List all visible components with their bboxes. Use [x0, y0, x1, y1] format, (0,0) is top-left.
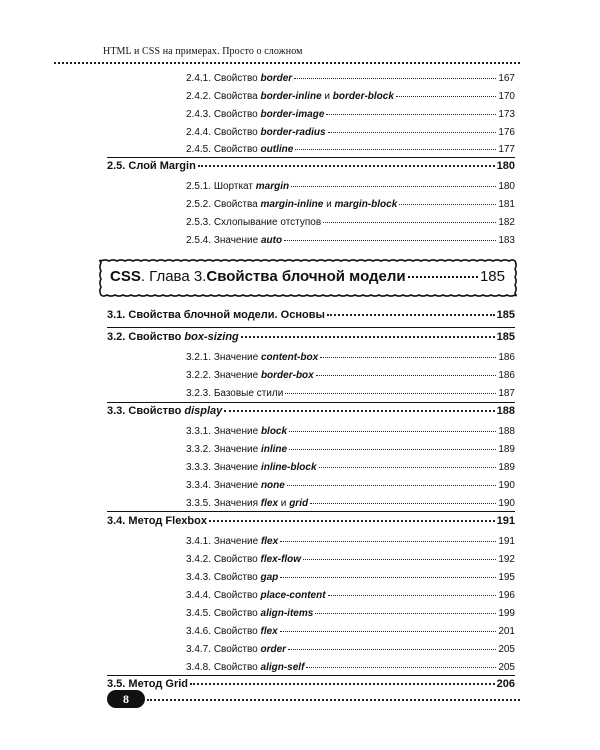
toc-entry-connector: и [278, 498, 290, 509]
dot-leader [241, 336, 495, 338]
toc-entry-page: 196 [498, 590, 515, 601]
toc-entry-title [186, 388, 283, 399]
section-divider [107, 511, 515, 512]
footer-divider [147, 699, 520, 701]
toc-entry-text: Свойства [213, 199, 261, 210]
toc-entry-title [107, 160, 196, 172]
toc-entry-title [107, 405, 222, 417]
toc-section-entry[interactable] [107, 331, 515, 347]
toc-entry-number: 3.4.6. [186, 626, 212, 637]
toc-entry-page: 190 [498, 480, 515, 491]
dot-leader [284, 240, 496, 241]
toc-entry-title [186, 144, 293, 155]
toc-entry[interactable] [186, 426, 515, 440]
toc-entry-title [186, 462, 317, 473]
toc-entry[interactable] [186, 370, 515, 384]
toc-entry-number: 3.2.3. [186, 388, 212, 399]
toc-entry-page: 199 [498, 608, 515, 619]
toc-entry-page: 190 [498, 498, 515, 509]
toc-entry-text: Значение [213, 352, 261, 363]
dot-leader [291, 186, 496, 187]
toc-entry-number: 3.3. [107, 405, 126, 417]
toc-entry-code: flex-flow [260, 554, 302, 565]
toc-entry-text: Свойство [213, 644, 261, 655]
toc-entry-number: 3.2. [107, 331, 126, 343]
dot-leader [280, 541, 496, 542]
toc-entry-code: outline [260, 144, 294, 155]
toc-entry-connector: и [321, 91, 333, 102]
toc-entry-title [186, 235, 282, 246]
toc-entry-number: 3.1. [107, 309, 126, 321]
dot-leader [190, 683, 495, 685]
toc-entry-text: Значение [213, 444, 261, 455]
toc-section-entry[interactable] [107, 160, 515, 176]
toc-entry-code: gap [260, 572, 279, 583]
toc-entry-number: 2.4.3. [186, 109, 212, 120]
toc-entry-code: inline-block [260, 462, 317, 473]
section-divider [107, 327, 515, 328]
toc-entry-text: Слой Margin [128, 160, 196, 172]
toc-entry-code: none [260, 480, 285, 491]
dot-leader [306, 667, 496, 668]
toc-entry-number: 3.4.1. [186, 536, 212, 547]
toc-entry-code: content-box [260, 352, 319, 363]
toc-entry-title [107, 309, 325, 321]
toc-entry[interactable] [186, 444, 515, 458]
toc-entry-number: 2.4.4. [186, 127, 212, 138]
toc-entry-text: Свойство [128, 331, 185, 343]
toc-section-entry[interactable] [107, 678, 515, 694]
toc-entry[interactable] [186, 572, 515, 586]
toc-entry[interactable] [186, 554, 515, 568]
toc-entry-number: 2.5.3. [186, 217, 212, 228]
toc-entry-code: display [184, 405, 223, 417]
toc-entry-page: 187 [498, 388, 515, 399]
toc-entry[interactable] [186, 498, 515, 512]
toc-entry[interactable] [186, 181, 515, 195]
toc-entry-code: border-block [332, 91, 394, 102]
toc-entry-number: 3.4.4. [186, 590, 212, 601]
toc-entry-number: 2.4.1. [186, 73, 212, 84]
toc-entry-page: 173 [498, 109, 515, 120]
toc-entry-page: 206 [496, 678, 515, 690]
header-divider [54, 62, 520, 64]
toc-entry-text: Свойство [213, 554, 261, 565]
toc-entry[interactable] [186, 217, 515, 231]
toc-entry-number: 2.4.2. [186, 91, 212, 102]
toc-entry-title [186, 626, 278, 637]
toc-entry-title [186, 536, 278, 547]
toc-entry[interactable] [186, 644, 515, 658]
toc-entry-title [186, 370, 314, 381]
toc-entry-number: 3.4.7. [186, 644, 212, 655]
toc-entry[interactable] [186, 235, 515, 249]
toc-entry-number: 2.5.1. [186, 181, 212, 192]
dot-leader [280, 577, 496, 578]
toc-entry-text: Значение [213, 536, 261, 547]
dot-leader [315, 613, 496, 614]
toc-entry-title [107, 331, 239, 343]
toc-entry-title [186, 608, 313, 619]
toc-entry-text: Свойство [213, 662, 261, 673]
dot-leader [326, 114, 496, 115]
toc-entry-title [186, 426, 287, 437]
toc-entry-code: grid [289, 498, 309, 509]
toc-entry-text: Свойство [213, 608, 261, 619]
toc-entry-title [186, 91, 394, 102]
toc-entry-title [186, 572, 278, 583]
chapter-heading-row [110, 268, 505, 285]
toc-entry-text: Метод Flexbox [128, 515, 207, 527]
chapter-prefix: CSS [110, 268, 141, 285]
toc-entry-page: 186 [498, 352, 515, 363]
toc-entry-number: 3.2.1. [186, 352, 212, 363]
dot-leader [294, 78, 496, 79]
dot-leader [399, 204, 496, 205]
toc-entry-code: align-items [260, 608, 314, 619]
toc-entry-text: Метод Grid [128, 678, 189, 690]
toc-entry-code: border-box [260, 370, 314, 381]
toc-entry-title [186, 644, 286, 655]
toc-entry-page: 189 [498, 444, 515, 455]
toc-entry[interactable] [186, 109, 515, 123]
toc-entry-page: 180 [496, 160, 515, 172]
toc-entry-text: Схлопывание отступов [213, 217, 322, 228]
dot-leader [303, 559, 496, 560]
dot-leader [285, 393, 496, 394]
toc-entry-text: Значение [213, 235, 261, 246]
toc-entry-number: 2.5. [107, 160, 126, 172]
toc-entry-number: 3.4.2. [186, 554, 212, 565]
toc-entry-number: 3.3.2. [186, 444, 212, 455]
toc-entry-page: 205 [498, 662, 515, 673]
chapter-title: Свойства блочной модели [206, 268, 406, 285]
toc-entry-title [186, 480, 285, 491]
toc-section-entry[interactable] [107, 309, 515, 325]
dot-leader [327, 314, 495, 316]
dot-leader [289, 431, 496, 432]
chapter-page: 185 [479, 268, 505, 285]
toc-entry-title [186, 127, 326, 138]
toc-entry-text: Базовые стили [213, 388, 284, 399]
toc-entry-number: 3.3.1. [186, 426, 212, 437]
section-divider [107, 675, 515, 676]
toc-entry-text: Свойства [213, 91, 261, 102]
toc-entry-number: 3.2.2. [186, 370, 212, 381]
toc-entry-text: Свойство [213, 73, 261, 84]
toc-entry-title [107, 678, 188, 690]
toc-entry-title [186, 199, 397, 210]
toc-entry-title [107, 515, 207, 527]
toc-entry-number: 3.3.5. [186, 498, 212, 509]
chapter-heading-box[interactable] [98, 258, 518, 298]
toc-entry-code: flex [260, 626, 278, 637]
toc-entry-page: 191 [498, 536, 515, 547]
dot-leader [209, 520, 495, 522]
toc-entry-page: 192 [498, 554, 515, 565]
toc-entry-page: 186 [498, 370, 515, 381]
toc-entry-page: 191 [496, 515, 515, 527]
toc-entry-code: place-content [260, 590, 326, 601]
toc-entry-number: 3.4.3. [186, 572, 212, 583]
toc-entry-title [186, 590, 326, 601]
toc-entry-code: flex [260, 498, 279, 509]
toc-entry-code: border [260, 73, 293, 84]
toc-entry-code: border-inline [260, 91, 322, 102]
toc-entry[interactable] [186, 91, 515, 105]
toc-entry-text: Значение [213, 370, 261, 381]
dot-leader [224, 410, 494, 412]
toc-entry-code: margin [255, 181, 290, 192]
toc-entry-number: 2.4.5. [186, 144, 212, 155]
toc-entry-page: 189 [498, 462, 515, 473]
toc-entry-text: Значение [213, 462, 261, 473]
dot-leader [319, 467, 497, 468]
dot-leader [289, 449, 496, 450]
dot-leader [320, 357, 496, 358]
dot-leader [295, 149, 496, 150]
dot-leader [198, 165, 495, 167]
toc-entry[interactable] [186, 608, 515, 622]
toc-entry-page: 176 [498, 127, 515, 138]
toc-entry[interactable] [186, 352, 515, 366]
toc-entry-text: Свойства блочной модели. Основы [128, 309, 325, 321]
toc-entry-page: 201 [498, 626, 515, 637]
toc-entry-number: 3.4.5. [186, 608, 212, 619]
chapter-number: . Глава 3. [140, 268, 207, 285]
toc-entry-text: Значения [213, 498, 261, 509]
dot-leader [323, 222, 496, 223]
toc-entry-text: Свойство [213, 626, 261, 637]
dot-leader [328, 595, 497, 596]
toc-entry-text: Свойство [213, 127, 261, 138]
toc-entry-page: 185 [496, 309, 515, 321]
toc-entry-code: margin-block [334, 199, 398, 210]
toc-entry-page: 177 [498, 144, 515, 155]
toc-entry[interactable] [186, 462, 515, 476]
toc-entry-page: 205 [498, 644, 515, 655]
page-number-badge: 8 [107, 690, 145, 708]
running-header: HTML и CSS на примерах. Просто о сложном [103, 46, 303, 57]
toc-entry-title [186, 352, 318, 363]
toc-entry-page: 170 [498, 91, 515, 102]
toc-entry-number: 2.5.2. [186, 199, 212, 210]
toc-entry-page: 180 [498, 181, 515, 192]
toc-entry-title [186, 181, 289, 192]
toc-entry[interactable] [186, 590, 515, 604]
toc-entry-page: 188 [498, 426, 515, 437]
toc-entry[interactable] [186, 662, 515, 676]
toc-entry-page: 195 [498, 572, 515, 583]
toc-entry-text: Шорткат [213, 181, 256, 192]
toc-entry-code: margin-inline [260, 199, 324, 210]
toc-entry-code: align-self [260, 662, 305, 673]
toc-entry-code: auto [260, 235, 283, 246]
toc-entry[interactable] [186, 626, 515, 640]
toc-entry-code: flex [260, 536, 279, 547]
toc-entry-page: 188 [496, 405, 515, 417]
toc-entry-text: Свойство [213, 572, 261, 583]
toc-entry-text: Свойство [128, 405, 185, 417]
toc-entry[interactable] [186, 127, 515, 141]
chapter-dot-leader [408, 276, 478, 278]
toc-entry-code: order [260, 644, 287, 655]
toc-entry-number: 3.5. [107, 678, 126, 690]
toc-entry-title [186, 662, 304, 673]
toc-entry-title [186, 498, 308, 509]
dot-leader [328, 132, 497, 133]
section-divider [107, 157, 515, 158]
toc-section-entry[interactable] [107, 515, 515, 531]
toc-entry-code: block [260, 426, 288, 437]
toc-entry-title [186, 109, 324, 120]
toc-entry-page: 183 [498, 235, 515, 246]
dot-leader [288, 649, 496, 650]
toc-entry-text: Значение [213, 480, 261, 491]
toc-entry-text: Свойство [213, 590, 261, 601]
toc-entry-text: Свойство [213, 144, 261, 155]
section-divider [107, 402, 515, 403]
dot-leader [316, 375, 497, 376]
toc-entry-title [186, 554, 301, 565]
toc-entry[interactable] [186, 480, 515, 494]
toc-section-entry[interactable] [107, 405, 515, 421]
toc-entry-code: border-radius [260, 127, 326, 138]
toc-entry-page: 167 [498, 73, 515, 84]
toc-entry-title [186, 444, 287, 455]
toc-entry-number: 2.5.4. [186, 235, 212, 246]
toc-entry[interactable] [186, 536, 515, 550]
toc-entry-title [186, 217, 321, 228]
toc-entry-title [186, 73, 292, 84]
toc-entry[interactable] [186, 388, 515, 402]
toc-entry[interactable] [186, 144, 515, 158]
toc-entry-text: Свойство [213, 109, 261, 120]
dot-leader [287, 485, 496, 486]
toc-entry-number: 3.3.3. [186, 462, 212, 473]
toc-entry-page: 181 [498, 199, 515, 210]
toc-entry-code: border-image [260, 109, 325, 120]
toc-entry-number: 3.4. [107, 515, 126, 527]
toc-entry-connector: и [323, 199, 335, 210]
toc-entry[interactable] [186, 73, 515, 87]
toc-entry-code: inline [260, 444, 288, 455]
dot-leader [396, 96, 496, 97]
dot-leader [310, 503, 496, 504]
toc-entry-page: 185 [496, 331, 515, 343]
toc-entry[interactable] [186, 199, 515, 213]
dot-leader [280, 631, 497, 632]
toc-entry-number: 3.3.4. [186, 480, 212, 491]
toc-entry-number: 3.4.8. [186, 662, 212, 673]
toc-entry-page: 182 [498, 217, 515, 228]
toc-entry-code: box-sizing [184, 331, 239, 343]
toc-entry-text: Значение [213, 426, 261, 437]
